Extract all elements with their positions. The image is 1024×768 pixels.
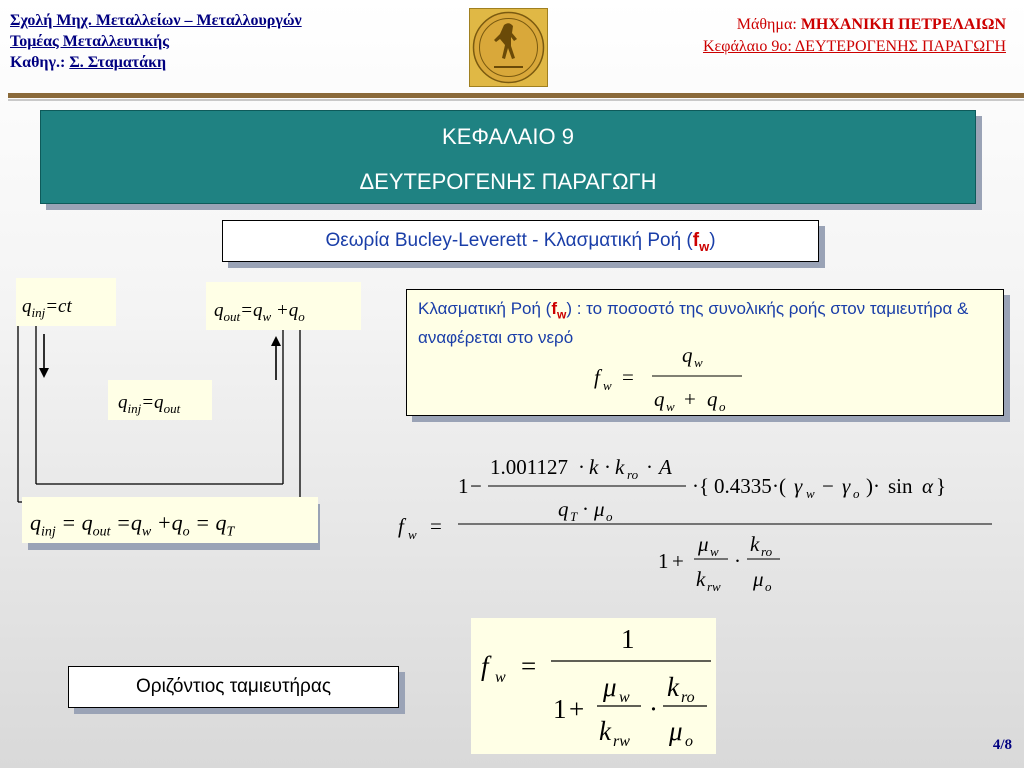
fw-horizontal-equation [471, 618, 716, 754]
svg-text:·: · [649, 694, 658, 724]
svg-text:α: α [922, 474, 934, 498]
course-name: ΜΗΧΑΝΙΚΗ ΠΕΤΡΕΛΑΙΩΝ [800, 16, 1006, 33]
svg-text:ro: ro [681, 689, 695, 706]
svg-text:μ: μ [698, 532, 709, 556]
svg-text:·: · [646, 455, 653, 479]
svg-text:w: w [666, 399, 675, 414]
professor-prefix: Καθηγ.: [10, 54, 66, 71]
svg-text:k: k [599, 716, 611, 746]
svg-text:1: 1 [621, 624, 635, 654]
theory-heading [222, 220, 819, 262]
svg-text:rw: rw [613, 733, 630, 750]
fw-horizontal-equation-box [471, 618, 716, 754]
svg-text:γ: γ [842, 474, 851, 498]
svg-text:·: · [734, 549, 741, 573]
chapter-title-line2: ΔΕΥΤΕΡΟΓΕΝΗΣ ΠΑΡΑΓΩΓΗ [359, 169, 657, 194]
svg-text:μ: μ [603, 672, 617, 702]
svg-text:·{: ·{ [692, 474, 710, 498]
svg-text:q: q [558, 497, 569, 521]
svg-text:w: w [694, 355, 703, 370]
svg-text:1.001127: 1.001127 [490, 455, 568, 479]
svg-text:f: f [398, 514, 404, 538]
svg-text:q: q [654, 387, 665, 411]
fractional-flow-definition [406, 289, 1004, 416]
theory-close: ) [709, 230, 716, 251]
fw-gravity-equation [392, 446, 1002, 606]
svg-text:A: A [659, 455, 672, 479]
svg-text:w: w [603, 378, 612, 393]
seal-icon [470, 9, 547, 86]
svg-text:−: − [822, 474, 834, 498]
svg-text:w: w [408, 527, 417, 542]
svg-text:ro: ro [627, 467, 639, 482]
theory-symbol: $f_w$ [692, 230, 710, 254]
svg-text:)·: )· [866, 474, 880, 498]
svg-text:o: o [606, 509, 613, 524]
svg-text:q: q [682, 343, 693, 367]
q-inj-label: $q_{inj}=ct$ [16, 278, 116, 326]
svg-text:1: 1 [553, 694, 567, 724]
svg-text:f: f [481, 651, 489, 681]
svg-text:+: + [672, 549, 684, 573]
q-inj-equals-q-out: $q_{inj}=q_{out}$ [108, 380, 212, 420]
svg-text:k: k [696, 567, 706, 591]
header-institution [10, 10, 302, 73]
svg-text:o: o [765, 579, 772, 594]
svg-text:·: · [604, 455, 611, 479]
svg-text:1: 1 [458, 474, 469, 498]
svg-text:γ: γ [794, 474, 803, 498]
chapter-title-line1: ΚΕΦΑΛΑΙΟ 9 [442, 124, 574, 149]
theory-text: Θεωρία Bucley-Leverett - Κλασματική Ροή ( [325, 230, 693, 251]
course-line [703, 14, 1006, 36]
chapter-line: Κεφάλαιο 9ο: ΔΕΥΤΕΡΟΓΕΝΗΣ ΠΑΡΑΓΩΓΗ [702, 38, 1006, 55]
svg-text:f: f [594, 365, 600, 389]
svg-text:=: = [430, 514, 442, 538]
horizontal-reservoir-label: Οριζόντιος ταμιευτήρας [68, 666, 399, 708]
course-prefix: Μάθημα: [736, 16, 797, 33]
school-name: Σχολή Μηχ. Μεταλλείων – Μεταλλουργών [10, 12, 302, 29]
svg-text:}: } [936, 474, 947, 498]
svg-text:=: = [521, 651, 537, 681]
svg-text:rw: rw [707, 579, 721, 594]
header-divider [8, 93, 1024, 98]
svg-text:μ: μ [594, 497, 605, 521]
definition-text: Κλασματική Ροή $(f_w)$ : το ποσοστό της συνολικής ροής στον ταμιευτήρα & αναφέρεται στο νερό [418, 299, 969, 348]
university-seal-logo [469, 8, 548, 87]
fw-definition-formula [592, 340, 752, 414]
svg-text:0.4335: 0.4335 [714, 474, 772, 498]
svg-text:w: w [619, 689, 630, 706]
svg-text:·: · [582, 497, 589, 521]
professor-name: Σ. Σταματάκη [69, 54, 167, 71]
svg-text:·: · [578, 455, 585, 479]
svg-text:q: q [707, 387, 718, 411]
svg-text:1: 1 [658, 549, 669, 573]
svg-text:o: o [853, 486, 860, 501]
svg-text:w: w [806, 486, 815, 501]
svg-text:μ: μ [753, 567, 764, 591]
header-divider-light [8, 99, 1024, 101]
svg-text:k: k [589, 455, 599, 479]
svg-text:+: + [684, 387, 696, 411]
page-number: 4/8 [992, 737, 1012, 753]
svg-text:−: − [470, 474, 482, 498]
svg-text:o: o [719, 399, 726, 414]
svg-text:+: + [569, 694, 585, 724]
svg-text:sin: sin [888, 474, 913, 498]
svg-text:k: k [615, 455, 625, 479]
svg-text:=: = [622, 365, 634, 389]
header-course [703, 14, 1006, 58]
svg-text:k: k [667, 672, 679, 702]
svg-text:w: w [495, 669, 506, 686]
svg-text:o: o [685, 733, 693, 750]
svg-text:T: T [570, 509, 578, 524]
material-balance-equation: $q_{inj} = q_{out} =q_w +q_o = q_T$ [22, 497, 318, 543]
department-name: Τομέας Μεταλλευτικής [10, 33, 169, 50]
professor-line [10, 52, 302, 73]
chapter-title-banner [40, 110, 976, 204]
svg-text:ro: ro [761, 544, 773, 559]
svg-text:μ: μ [669, 716, 683, 746]
svg-text:w: w [710, 544, 719, 559]
svg-text:k: k [750, 532, 760, 556]
q-out-label: $q_{out}=q_w +q_o$ [206, 282, 361, 330]
svg-text:·(: ·( [772, 474, 786, 498]
